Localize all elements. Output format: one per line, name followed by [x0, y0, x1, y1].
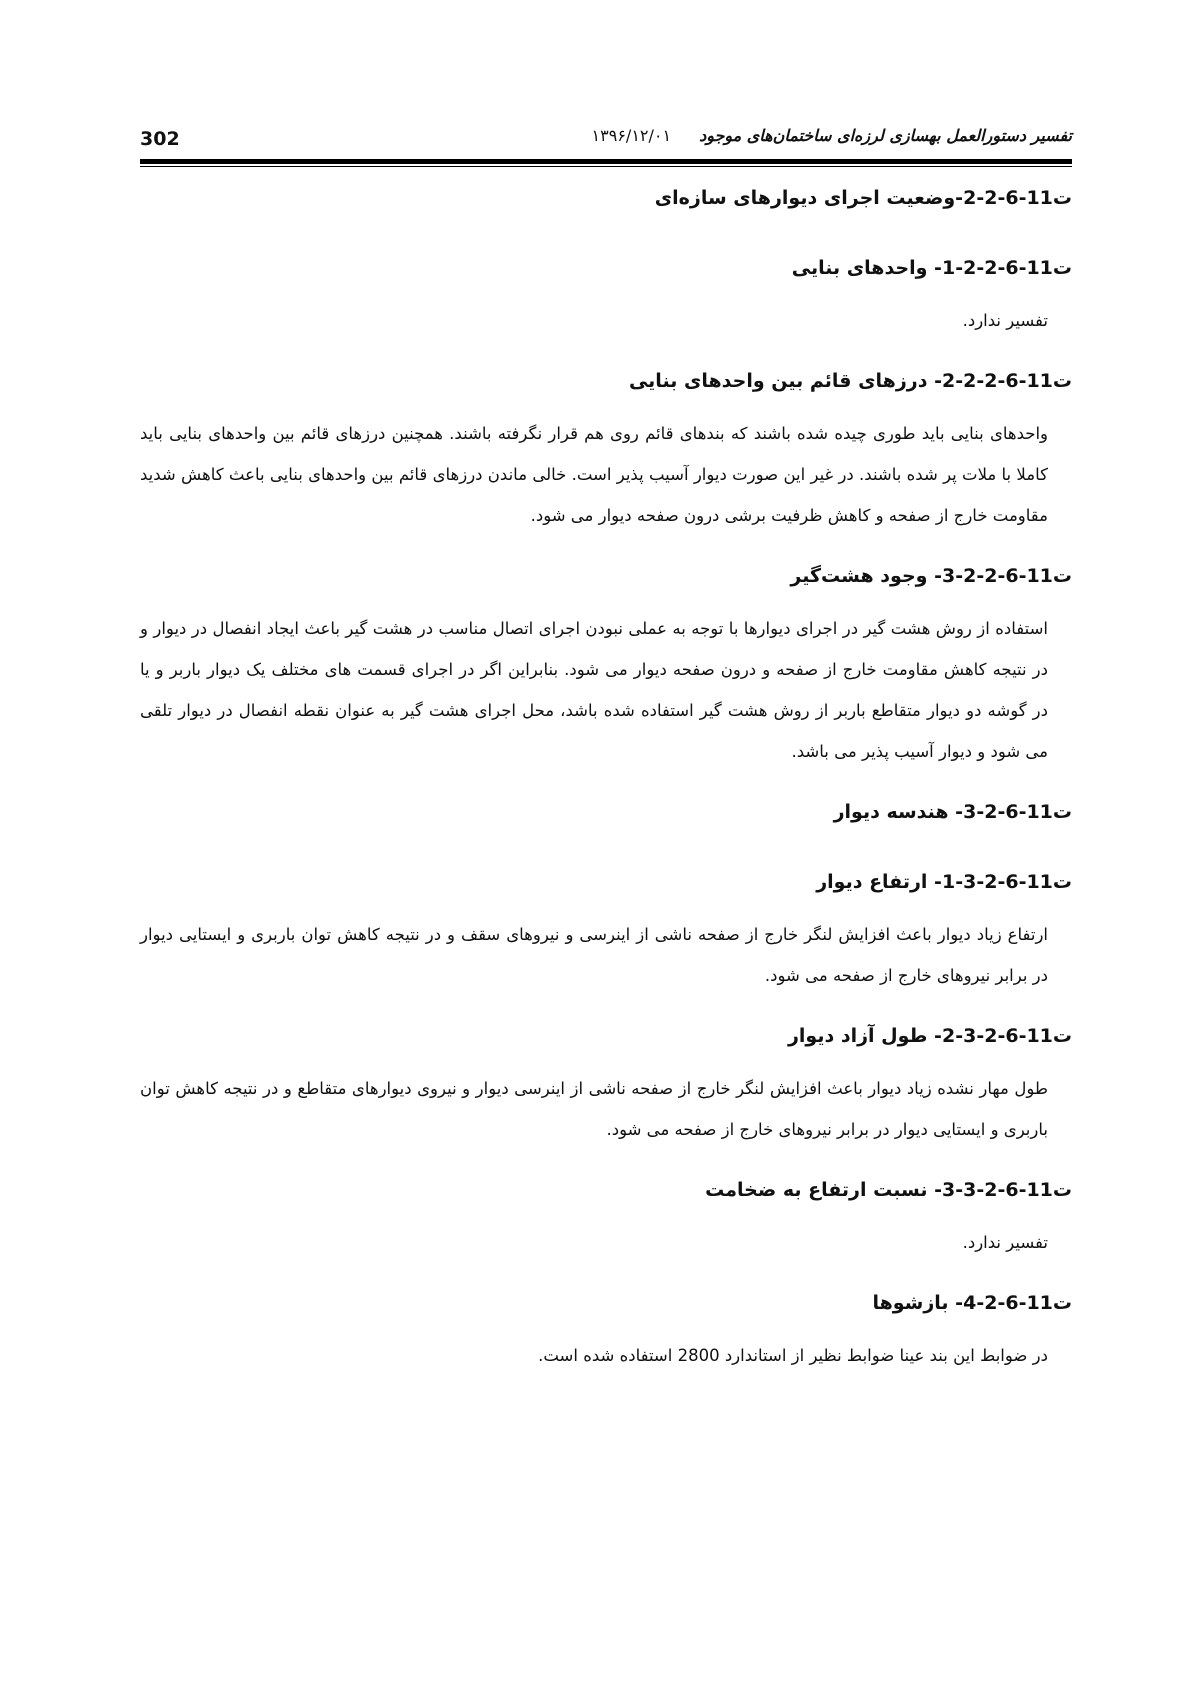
document-body	[140, 178, 1072, 1376]
section-heading: ت11-6-2-3-3- نسبت ارتفاع به ضخامت	[705, 1179, 1072, 1201]
page-header	[140, 118, 1072, 158]
section-heading: ت11-6-2-4- بازشوها	[872, 1292, 1072, 1314]
page-number: 302	[140, 128, 180, 150]
section-body: در ضوابط این بند عینا ضوابط نظیر از استاندارد 2800 استفاده شده است.	[538, 1346, 1048, 1365]
section-heading: ت11-6-2-2-2- درزهای قائم بین واحدهای بنایی	[628, 370, 1072, 392]
section-heading: ت11-6-2-2-وضعیت اجرای دیوارهای سازه‌ای	[654, 187, 1072, 209]
running-title	[592, 126, 1072, 145]
header-rule-thick	[140, 159, 1072, 164]
section-body: استفاده از روش هشت گیر در اجرای دیوارها با توجه به عملی نبودن اجرای اتصال مناسب در هشت گیر باعث ایجاد انفصال در دیوار و در نتیجه کاهش مقاومت خارج از صفحه و درون صفحه دیوار می شود. بنابراین اگر در اجرای قسمت های مختلف یک دیوار باربر و یا در گوشه دو دیوار متقاطع باربر از روش هشت گیر استفاده شده باشد، محل اجرای هشت گیر به عنوان نقطه انفصال در دیوار تلقی می شود و دیوار آسیب پذیر می باشد.	[140, 619, 1048, 761]
section-heading: ت11-6-2-3- هندسه دیوار	[833, 801, 1072, 823]
section-heading: ت11-6-2-3-2- طول آزاد دیوار	[787, 1025, 1072, 1047]
header-rule-thin	[140, 166, 1072, 167]
section-body: طول مهار نشده زیاد دیوار باعث افزایش لنگر خارج از صفحه ناشی از اینرسی دیوار و نیروی دیوارهای متقاطع و در نتیجه کاهش توان باربری و ایستایی دیوار در برابر نیروهای خارج از صفحه می شود.	[140, 1079, 1048, 1139]
section-heading: ت11-6-2-2-1- واحدهای بنایی	[791, 257, 1072, 279]
section-body: ارتفاع زیاد دیوار باعث افزایش لنگر خارج از صفحه ناشی از اینرسی و نیروهای سقف و در نتیجه کاهش توان باربری و ایستایی دیوار در برابر نیروهای خارج از صفحه می شود.	[140, 925, 1048, 985]
section-body: تفسیر ندارد.	[962, 1233, 1048, 1252]
section-heading: ت11-6-2-2-3- وجود هشت‌گیر	[790, 565, 1072, 587]
section-body: واحدهای بنایی باید طوری چیده شده باشند که بندهای قائم روی هم قرار نگرفته باشند. همچنین درزهای قائم بین واحدهای بنایی باید کاملا با ملات پر شده باشند. در غیر این صورت دیوار آسیب پذیر است. خالی ماندن درزهای قائم بین واحدهای بنایی باعث کاهش شدید مقاومت خارج از صفحه و کاهش ظرفیت برشی درون صفحه دیوار می شود.	[140, 424, 1048, 525]
running-title-text: تفسیر دستورالعمل بهسازی لرزه‌ای ساختمان‌های موجود	[699, 126, 1072, 145]
header-date: ۱۳۹۶/۱۲/۰۱	[591, 126, 672, 145]
section-heading: ت11-6-2-3-1- ارتفاع دیوار	[816, 871, 1072, 893]
section-body: تفسیر ندارد.	[962, 311, 1048, 330]
